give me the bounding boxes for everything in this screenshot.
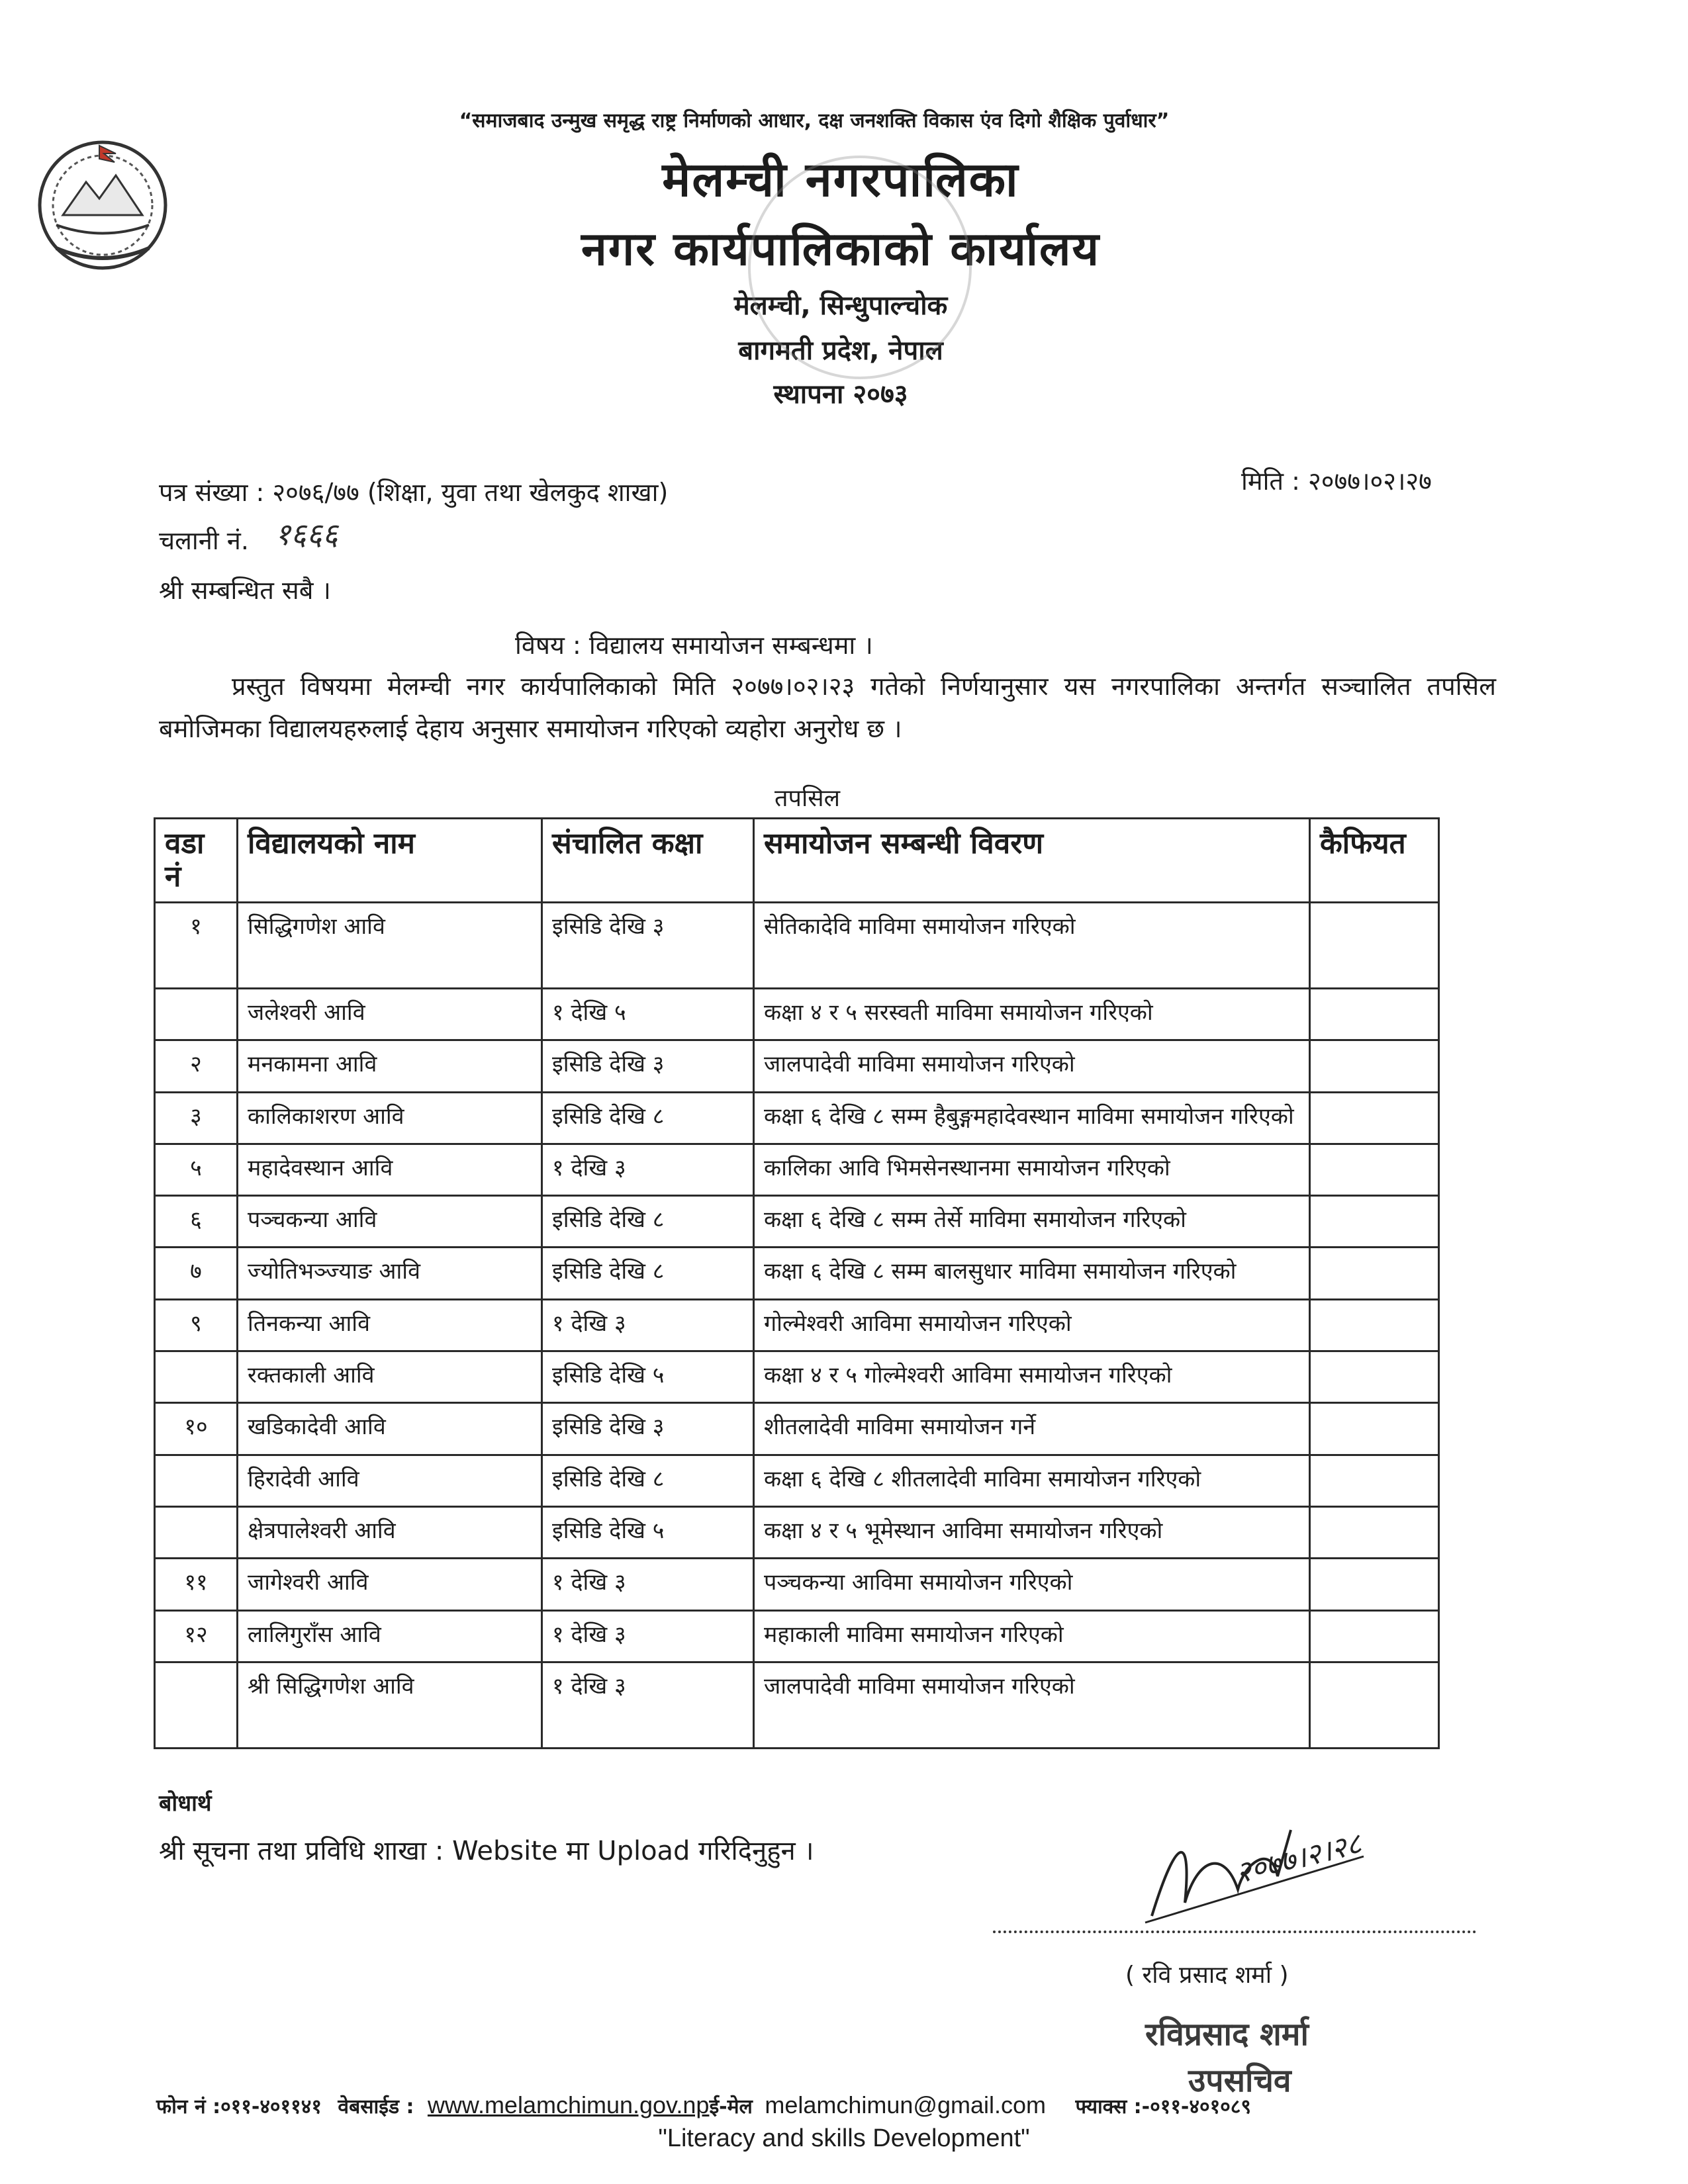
municipality-logo <box>17 136 189 275</box>
address-line2: बागमती प्रदेश, नेपाल <box>738 336 943 366</box>
details-cell: जालपादेवी माविमा समायोजन गरिएको <box>754 1662 1310 1749</box>
subject: विषय : विद्यालय समायोजन सम्बन्धमा । <box>515 631 873 660</box>
grades-cell: इसिडि देखि ५ <box>542 1351 754 1403</box>
details-cell: कक्षा ६ देखि ८ शीतलादेवी माविमा समायोजन गरिएको <box>754 1455 1310 1506</box>
recipient: श्री सम्बन्धित सबै । <box>159 576 331 605</box>
table-caption: तपसिल <box>774 785 841 812</box>
grades-cell: इसिडि देखि ५ <box>542 1506 754 1558</box>
remarks-cell <box>1310 903 1439 989</box>
ward-cell: १ <box>155 903 238 989</box>
ward-cell: १० <box>155 1403 238 1455</box>
remarks-cell <box>1310 1455 1439 1506</box>
remarks-cell <box>1310 1299 1439 1351</box>
table-row <box>155 1506 1439 1558</box>
table-row <box>155 1610 1439 1662</box>
ward-cell <box>155 1351 238 1403</box>
remarks-cell <box>1310 1559 1439 1610</box>
grades-cell: इसिडि देखि ८ <box>542 1455 754 1506</box>
school-cell: हिरादेवी आवि <box>238 1455 542 1506</box>
details-cell: शीतलादेवी माविमा समायोजन गर्ने <box>754 1403 1310 1455</box>
motto: “समाजबाद उन्मुख समृद्ध राष्ट्र निर्माणको आधार, दक्ष जनशक्ति विकास एंव दिगो शैक्षिक पुर्वाधार” <box>459 109 1170 132</box>
letter-number: पत्र संख्या : २०७६/७७ (शिक्षा, युवा तथा खेलकुद शाखा) <box>159 478 669 507</box>
header-school: विद्यालयको नाम <box>238 819 542 903</box>
table-row <box>155 1092 1439 1144</box>
school-cell: महादेवस्थान आवि <box>238 1144 542 1195</box>
municipality-title: मेलम्ची नगरपालिका <box>662 152 1019 207</box>
established: स्थापना २०७३ <box>773 379 908 410</box>
remarks-cell <box>1310 1351 1439 1403</box>
stamp-name: रविप्रसाद शर्मा <box>1145 2016 1309 2053</box>
ward-cell <box>155 989 238 1040</box>
school-cell: क्षेत्रपालेश्वरी आवि <box>238 1506 542 1558</box>
table-row <box>155 1662 1439 1749</box>
details-cell: पञ्चकन्या आविमा समायोजन गरिएको <box>754 1559 1310 1610</box>
remarks-cell <box>1310 1144 1439 1195</box>
remarks-cell <box>1310 1506 1439 1558</box>
table-row <box>155 1196 1439 1248</box>
ward-cell: ६ <box>155 1196 238 1248</box>
chalani-number: १६६६ <box>275 516 338 552</box>
ward-cell: १२ <box>155 1610 238 1662</box>
footer-tagline: "Literacy and skills Development" <box>658 2124 1030 2152</box>
details-cell: महाकाली माविमा समायोजन गरिएको <box>754 1610 1310 1662</box>
bodhartha-line: श्री सूचना तथा प्रविधि शाखा : Website मा Upload गरिदिनुहुन । <box>159 1836 814 1866</box>
grades-cell: १ देखि ३ <box>542 1559 754 1610</box>
letter-body: प्रस्तुत विषयमा मेलम्ची नगर कार्यपालिकाको मिति २०७७।०२।२३ गतेको निर्णयानुसार यस नगरपालिका अन्तर्गत सञ्चालित तपसिल बमोजिमका विद्यालयहरुलाई देहाय अनुसार समायोजन गरिएको व्यहोरा अनुरोध छ । <box>159 672 1496 743</box>
ward-cell <box>155 1455 238 1506</box>
header-grades: संचालित कक्षा <box>542 819 754 903</box>
grades-cell: इसिडि देखि ३ <box>542 1040 754 1092</box>
remarks-cell <box>1310 1662 1439 1749</box>
table-row <box>155 1040 1439 1092</box>
footer-website-label: वेबसाईड : <box>338 2095 414 2118</box>
details-cell: कक्षा ४ र ५ भूमेस्थान आविमा समायोजन गरिएको <box>754 1506 1310 1558</box>
grades-cell: इसिडि देखि ८ <box>542 1248 754 1299</box>
grades-cell: इसिडि देखि ३ <box>542 903 754 989</box>
school-cell: जागेश्वरी आवि <box>238 1559 542 1610</box>
remarks-cell <box>1310 1610 1439 1662</box>
school-cell: रक्तकाली आवि <box>238 1351 542 1403</box>
header-remarks: कैफियत <box>1310 819 1439 903</box>
footer-contact <box>156 2091 1480 2119</box>
grades-cell: इसिडि देखि ८ <box>542 1196 754 1248</box>
details-cell: गोल्मेश्वरी आविमा समायोजन गरिएको <box>754 1299 1310 1351</box>
school-cell: मनकामना आवि <box>238 1040 542 1092</box>
ward-cell <box>155 1662 238 1749</box>
ward-cell: ११ <box>155 1559 238 1610</box>
table-row <box>155 1248 1439 1299</box>
remarks-cell <box>1310 1403 1439 1455</box>
signature-line <box>993 1931 1476 1933</box>
ward-cell: ५ <box>155 1144 238 1195</box>
grades-cell: १ देखि ३ <box>542 1610 754 1662</box>
table-row <box>155 1351 1439 1403</box>
details-cell: कालिका आवि भिमसेनस्थानमा समायोजन गरिएको <box>754 1144 1310 1195</box>
footer-fax: फ्याक्स :-०११-४०१०८९ <box>1075 2095 1251 2118</box>
school-cell: पञ्चकन्या आवि <box>238 1196 542 1248</box>
stamp-title: उपसचिव <box>1188 2062 1291 2099</box>
address-line1: मेलम्ची, सिन्धुपाल्चोक <box>733 291 948 321</box>
office-title: नगर कार्यपालिकाको कार्यालय <box>581 222 1101 276</box>
handwritten-date: २०७७।२।२८ <box>1232 1826 1365 1891</box>
school-cell: लालिगुराँस आवि <box>238 1610 542 1662</box>
details-cell: कक्षा ४ र ५ गोल्मेश्वरी आविमा समायोजन गरिएको <box>754 1351 1310 1403</box>
details-cell: कक्षा ६ देखि ८ सम्म हैबुङ्गमहादेवस्थान माविमा समायोजन गरिएको <box>754 1092 1310 1144</box>
table-row <box>155 903 1439 989</box>
school-cell: तिनकन्या आवि <box>238 1299 542 1351</box>
ward-cell: ९ <box>155 1299 238 1351</box>
grades-cell: इसिडि देखि ८ <box>542 1092 754 1144</box>
table-row <box>155 1455 1439 1506</box>
grades-cell: १ देखि ३ <box>542 1144 754 1195</box>
ward-cell: २ <box>155 1040 238 1092</box>
school-cell: श्री सिद्धिगणेश आवि <box>238 1662 542 1749</box>
ward-cell <box>155 1506 238 1558</box>
remarks-cell <box>1310 1196 1439 1248</box>
schools-table <box>154 817 1440 1749</box>
school-cell: जलेश्वरी आवि <box>238 989 542 1040</box>
footer-website-link[interactable]: www.melamchimun.gov.np <box>427 2091 710 2118</box>
remarks-cell <box>1310 989 1439 1040</box>
details-cell: कक्षा ४ र ५ सरस्वती माविमा समायोजन गरिएको <box>754 989 1310 1040</box>
grades-cell: इसिडि देखि ३ <box>542 1403 754 1455</box>
details-cell: कक्षा ६ देखि ८ सम्म बालसुधार माविमा समायोजन गरिएको <box>754 1248 1310 1299</box>
table-row <box>155 1144 1439 1195</box>
table-row <box>155 1559 1439 1610</box>
table-row <box>155 1299 1439 1351</box>
grades-cell: १ देखि ३ <box>542 1299 754 1351</box>
remarks-cell <box>1310 1248 1439 1299</box>
footer-phone: फोन नं :०११-४०११४१ <box>156 2095 322 2118</box>
table-row <box>155 1403 1439 1455</box>
header-details: समायोजन सम्बन्धी विवरण <box>754 819 1310 903</box>
header-ward: वडा नं <box>155 819 238 903</box>
office-stamp <box>748 156 972 379</box>
remarks-cell <box>1310 1092 1439 1144</box>
table-header-row <box>155 819 1439 903</box>
chalani-label: चलानी नं. <box>159 526 249 555</box>
table-row <box>155 989 1439 1040</box>
grades-cell: १ देखि ५ <box>542 989 754 1040</box>
details-cell: जालपादेवी माविमा समायोजन गरिएको <box>754 1040 1310 1092</box>
school-cell: कालिकाशरण आवि <box>238 1092 542 1144</box>
footer-email-label: ई-मेल <box>709 2095 753 2118</box>
ward-cell: ७ <box>155 1248 238 1299</box>
bodhartha-label: बोधार्थ <box>159 1790 212 1817</box>
school-cell: ज्योतिभञ्ज्याङ आवि <box>238 1248 542 1299</box>
details-cell: कक्षा ६ देखि ८ सम्म तेर्से माविमा समायोजन गरिएको <box>754 1196 1310 1248</box>
ward-cell: ३ <box>155 1092 238 1144</box>
school-cell: सिद्धिगणेश आवि <box>238 903 542 989</box>
remarks-cell <box>1310 1040 1439 1092</box>
details-cell: सेतिकादेवि माविमा समायोजन गरिएको <box>754 903 1310 989</box>
letter-date: मिति : २०७७।०२।२७ <box>1241 467 1432 496</box>
school-cell: खडिकादेवी आवि <box>238 1403 542 1455</box>
signatory-name: ( रवि प्रसाद शर्मा ) <box>1125 1962 1289 1989</box>
grades-cell: १ देखि ३ <box>542 1662 754 1749</box>
footer-email[interactable]: melamchimun@gmail.com <box>765 2091 1047 2118</box>
